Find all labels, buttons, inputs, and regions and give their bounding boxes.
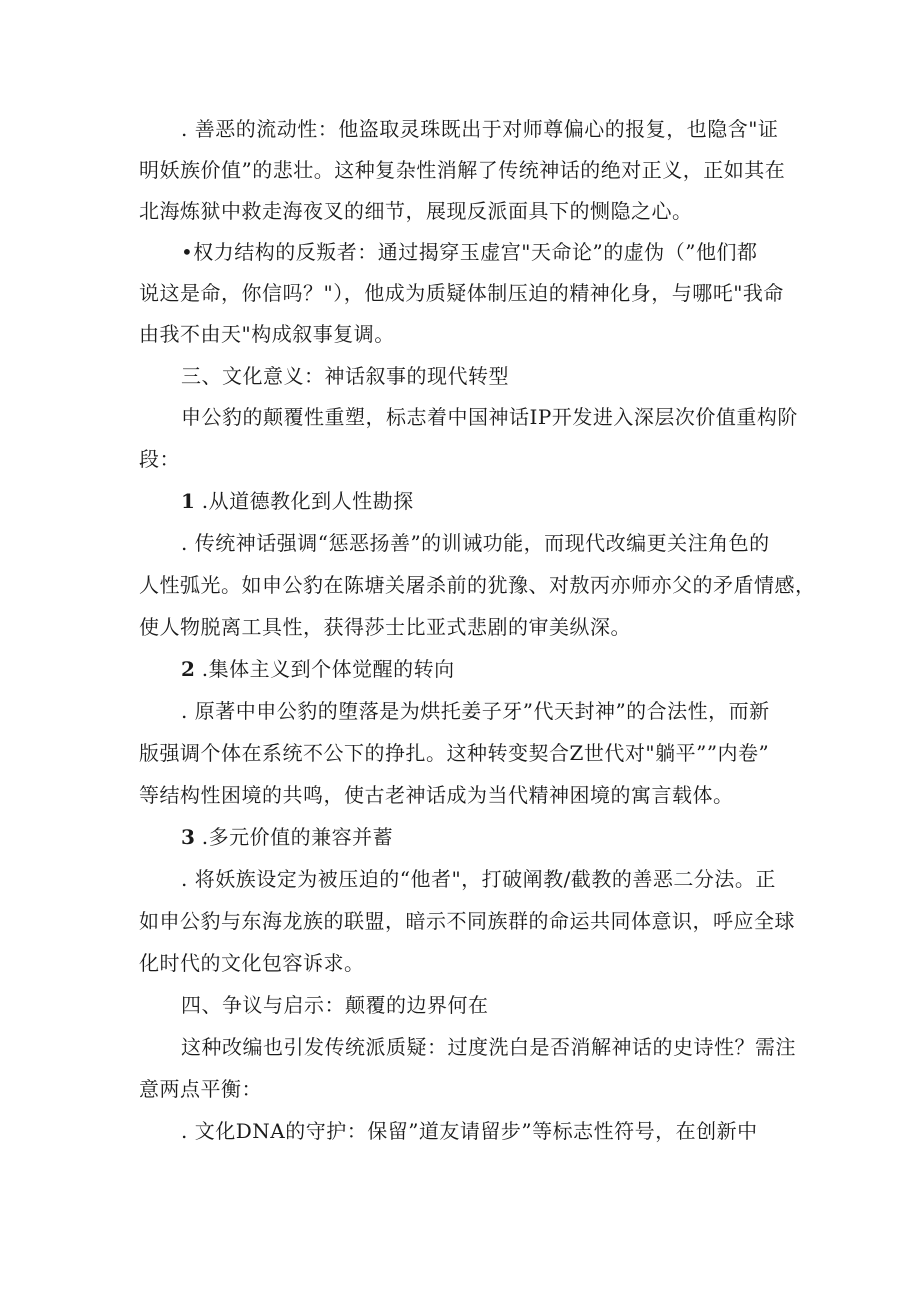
heading-text: .从道德教化到人性勘探 (201, 489, 414, 513)
paragraph-line: . 将妖族设定为被压迫的“他者"，打破阐教/截教的善恶二分法。正 (181, 867, 776, 891)
paragraph-line: 明妖族价值”的悲壮。这种复杂性消解了传统神话的绝对正义，正如其在 (139, 158, 786, 182)
subsection-heading (181, 656, 455, 682)
subsection-heading (181, 824, 393, 850)
heading-number: 3 (181, 825, 195, 849)
paragraph-line: 人性弧光。如申公豹在陈塘关屠杀前的犹豫、对敖丙亦师亦父的矛盾情感， (139, 573, 816, 597)
paragraph-line: 版强调个体在系统不公下的挣扎。这种转变契合Z世代对"躺平””内卷” (139, 741, 770, 765)
paragraph-line: •权力结构的反叛者：通过揭穿玉虚宫"天命论”的虚伪（”他们都 (181, 240, 758, 264)
paragraph-line: . 善恶的流动性：他盗取灵珠既出于对师尊偏心的报复，也隐含"证 (181, 117, 779, 141)
paragraph-line: 意两点平衡： (139, 1077, 262, 1101)
paragraph-line: 北海炼狱中救走海夜叉的细节，展现反派面具下的恻隐之心。 (139, 199, 693, 223)
heading-text: .多元价值的兼容并蓄 (201, 825, 394, 849)
paragraph-line: 由我不由天"构成叙事复调。 (139, 322, 395, 346)
paragraph-line: . 原著中申公豹的堕落是为烘托姜子牙”代天封神”的合法性，而新 (181, 699, 770, 723)
paragraph-line: 申公豹的颠覆性重塑，标志着中国神话IP开发进入深层次价值重构阶 (181, 405, 798, 429)
subsection-heading (181, 488, 414, 514)
paragraph-line: 段： (139, 447, 180, 471)
heading-number: 2 (181, 657, 195, 681)
paragraph-line: 这种改编也引发传统派质疑：过度洗白是否消解神话的史诗性？需注 (181, 1035, 796, 1059)
heading-number: 1 (181, 489, 195, 513)
paragraph-line: 使人物脱离工具性，获得莎士比亚式悲剧的审美纵深。 (139, 615, 631, 639)
paragraph-line: 说这是命，你信吗？"），他成为质疑体制压迫的精神化身，与哪吒"我命 (139, 281, 784, 305)
paragraph-line: 化时代的文化包容诉求。 (139, 951, 365, 975)
section-heading: 三、文化意义：神话叙事的现代转型 (181, 364, 509, 388)
paragraph-line: . 文化DNA的守护：保留”道友请留步”等标志性符号，在创新中 (181, 1119, 758, 1143)
heading-text: .集体主义到个体觉醒的转向 (201, 657, 455, 681)
paragraph-line: 如申公豹与东海龙族的联盟，暗示不同族群的命运共同体意识，呼应全球 (139, 909, 795, 933)
paragraph-line: . 传统神话强调“惩恶扬善”的训诫功能，而现代改编更关注角色的 (181, 531, 770, 555)
section-heading: 四、争议与启示：颠覆的边界何在 (181, 993, 489, 1017)
paragraph-line: 等结构性困境的共鸣，使古老神话成为当代精神困境的寓言载体。 (139, 783, 734, 807)
